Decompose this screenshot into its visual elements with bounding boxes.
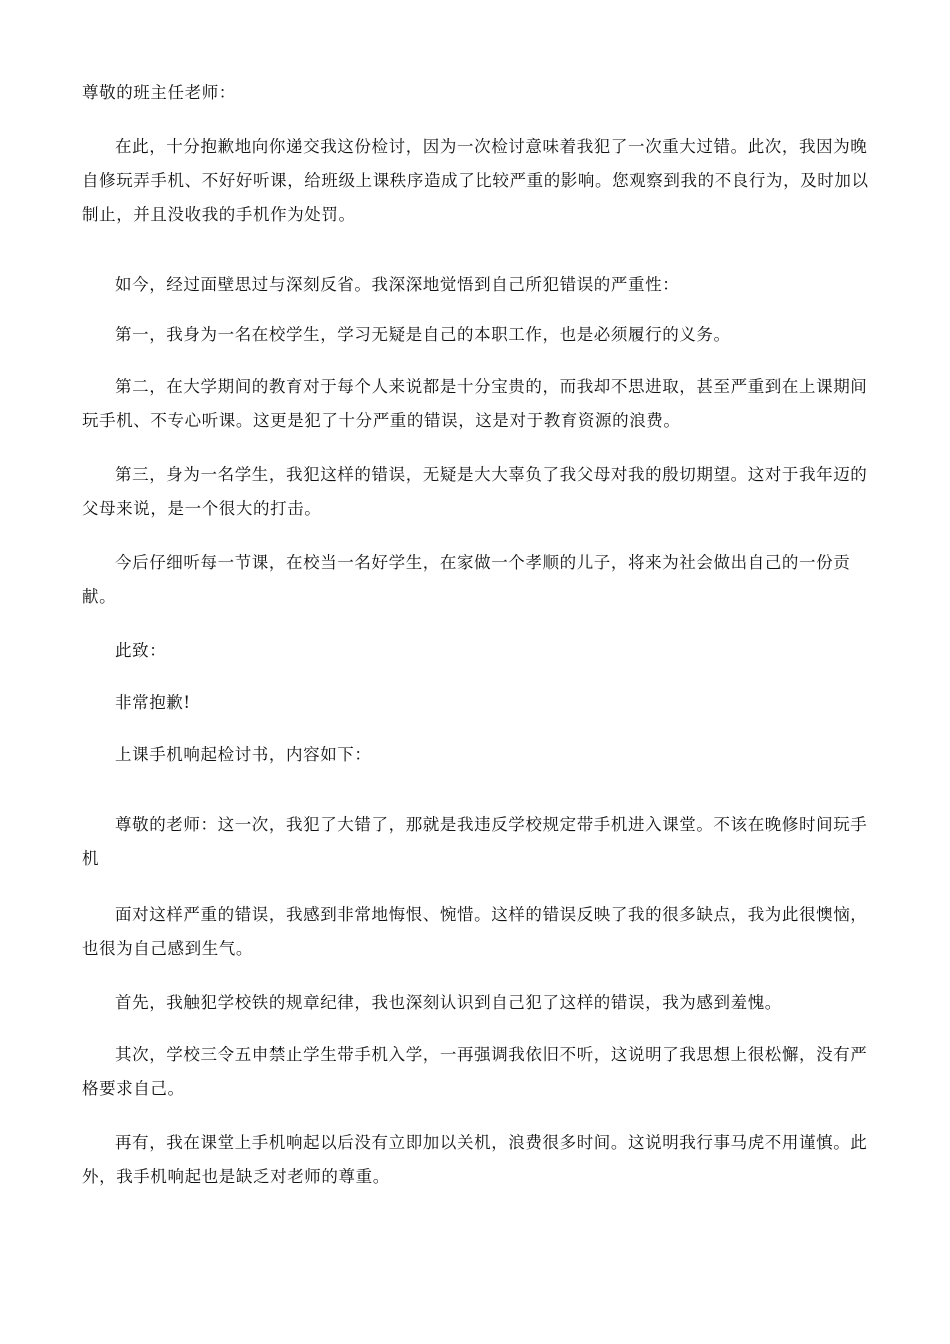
paragraph [82, 370, 872, 438]
salutation-text: 尊敬的班主任老师： [82, 83, 236, 102]
paragraph-text: 在此，十分抱歉地向你递交我这份检讨，因为一次检讨意味着我犯了一次重大过错。此次，我因为晚自修玩弄手机、不好好听课，给班级上课秩序造成了比较严重的影响。您观察到我的不良行为，及时加以制止，并且没收我的手机作为处罚。 [82, 137, 869, 224]
paragraph-text: 面对这样严重的错误，我感到非常地悔恨、惋惜。这样的错误反映了我的很多缺点，我为此很懊恼，也很为自己感到生气。 [82, 905, 868, 958]
paragraph-text: 如今，经过面壁思过与深刻反省。我深深地觉悟到自己所犯错误的严重性： [115, 275, 680, 294]
paragraph-text: 第三，身为一名学生，我犯这样的错误，无疑是大大辜负了我父母对我的殷切期望。这对于我年迈的父母来说，是一个很大的打击。 [82, 465, 868, 518]
paragraph [82, 634, 872, 668]
paragraph [82, 986, 872, 1020]
paragraph-text: 其次，学校三令五申禁止学生带手机入学，一再强调我依旧不听，这说明了我思想上很松懈，没有严格要求自己。 [82, 1045, 868, 1098]
paragraph-text: 第一，我身为一名在校学生，学习无疑是自己的本职工作，也是必须履行的义务。 [115, 325, 731, 344]
paragraph [82, 808, 872, 876]
paragraph [82, 268, 872, 302]
paragraph [82, 898, 872, 966]
apology-text: 非常抱歉! [115, 693, 191, 712]
paragraph-text: 尊敬的老师：这一次，我犯了大错了，那就是我违反学校规定带手机进入课堂。不该在晚修时间玩手机 [82, 815, 868, 868]
paragraph-text: 首先，我触犯学校铁的规章纪律，我也深刻认识到自己犯了这样的错误，我为感到羞愧。 [115, 993, 782, 1012]
section-heading: 上课手机响起检讨书，内容如下： [115, 745, 372, 764]
paragraph [82, 738, 872, 772]
paragraph-text: 今后仔细听每一节课，在校当一名好学生，在家做一个孝顺的儿子，将来为社会做出自己的一份贡献。 [82, 553, 851, 606]
paragraph [82, 1126, 872, 1194]
paragraph [82, 686, 872, 720]
paragraph [82, 458, 872, 526]
paragraph [82, 318, 872, 352]
paragraph-text: 第二，在大学期间的教育对于每个人来说都是十分宝贵的，而我却不思进取，甚至严重到在上课期间玩手机、不专心听课。这更是犯了十分严重的错误，这是对于教育资源的浪费。 [82, 377, 868, 430]
paragraph-text: 再有，我在课堂上手机响起以后没有立即加以关机，浪费很多时间。这说明我行事马虎不用谨慎。此外，我手机响起也是缺乏对老师的尊重。 [82, 1133, 868, 1186]
paragraph [82, 1038, 872, 1106]
salutation [82, 76, 872, 110]
closing-text: 此致： [115, 641, 167, 660]
paragraph [82, 130, 872, 232]
paragraph [82, 546, 872, 614]
